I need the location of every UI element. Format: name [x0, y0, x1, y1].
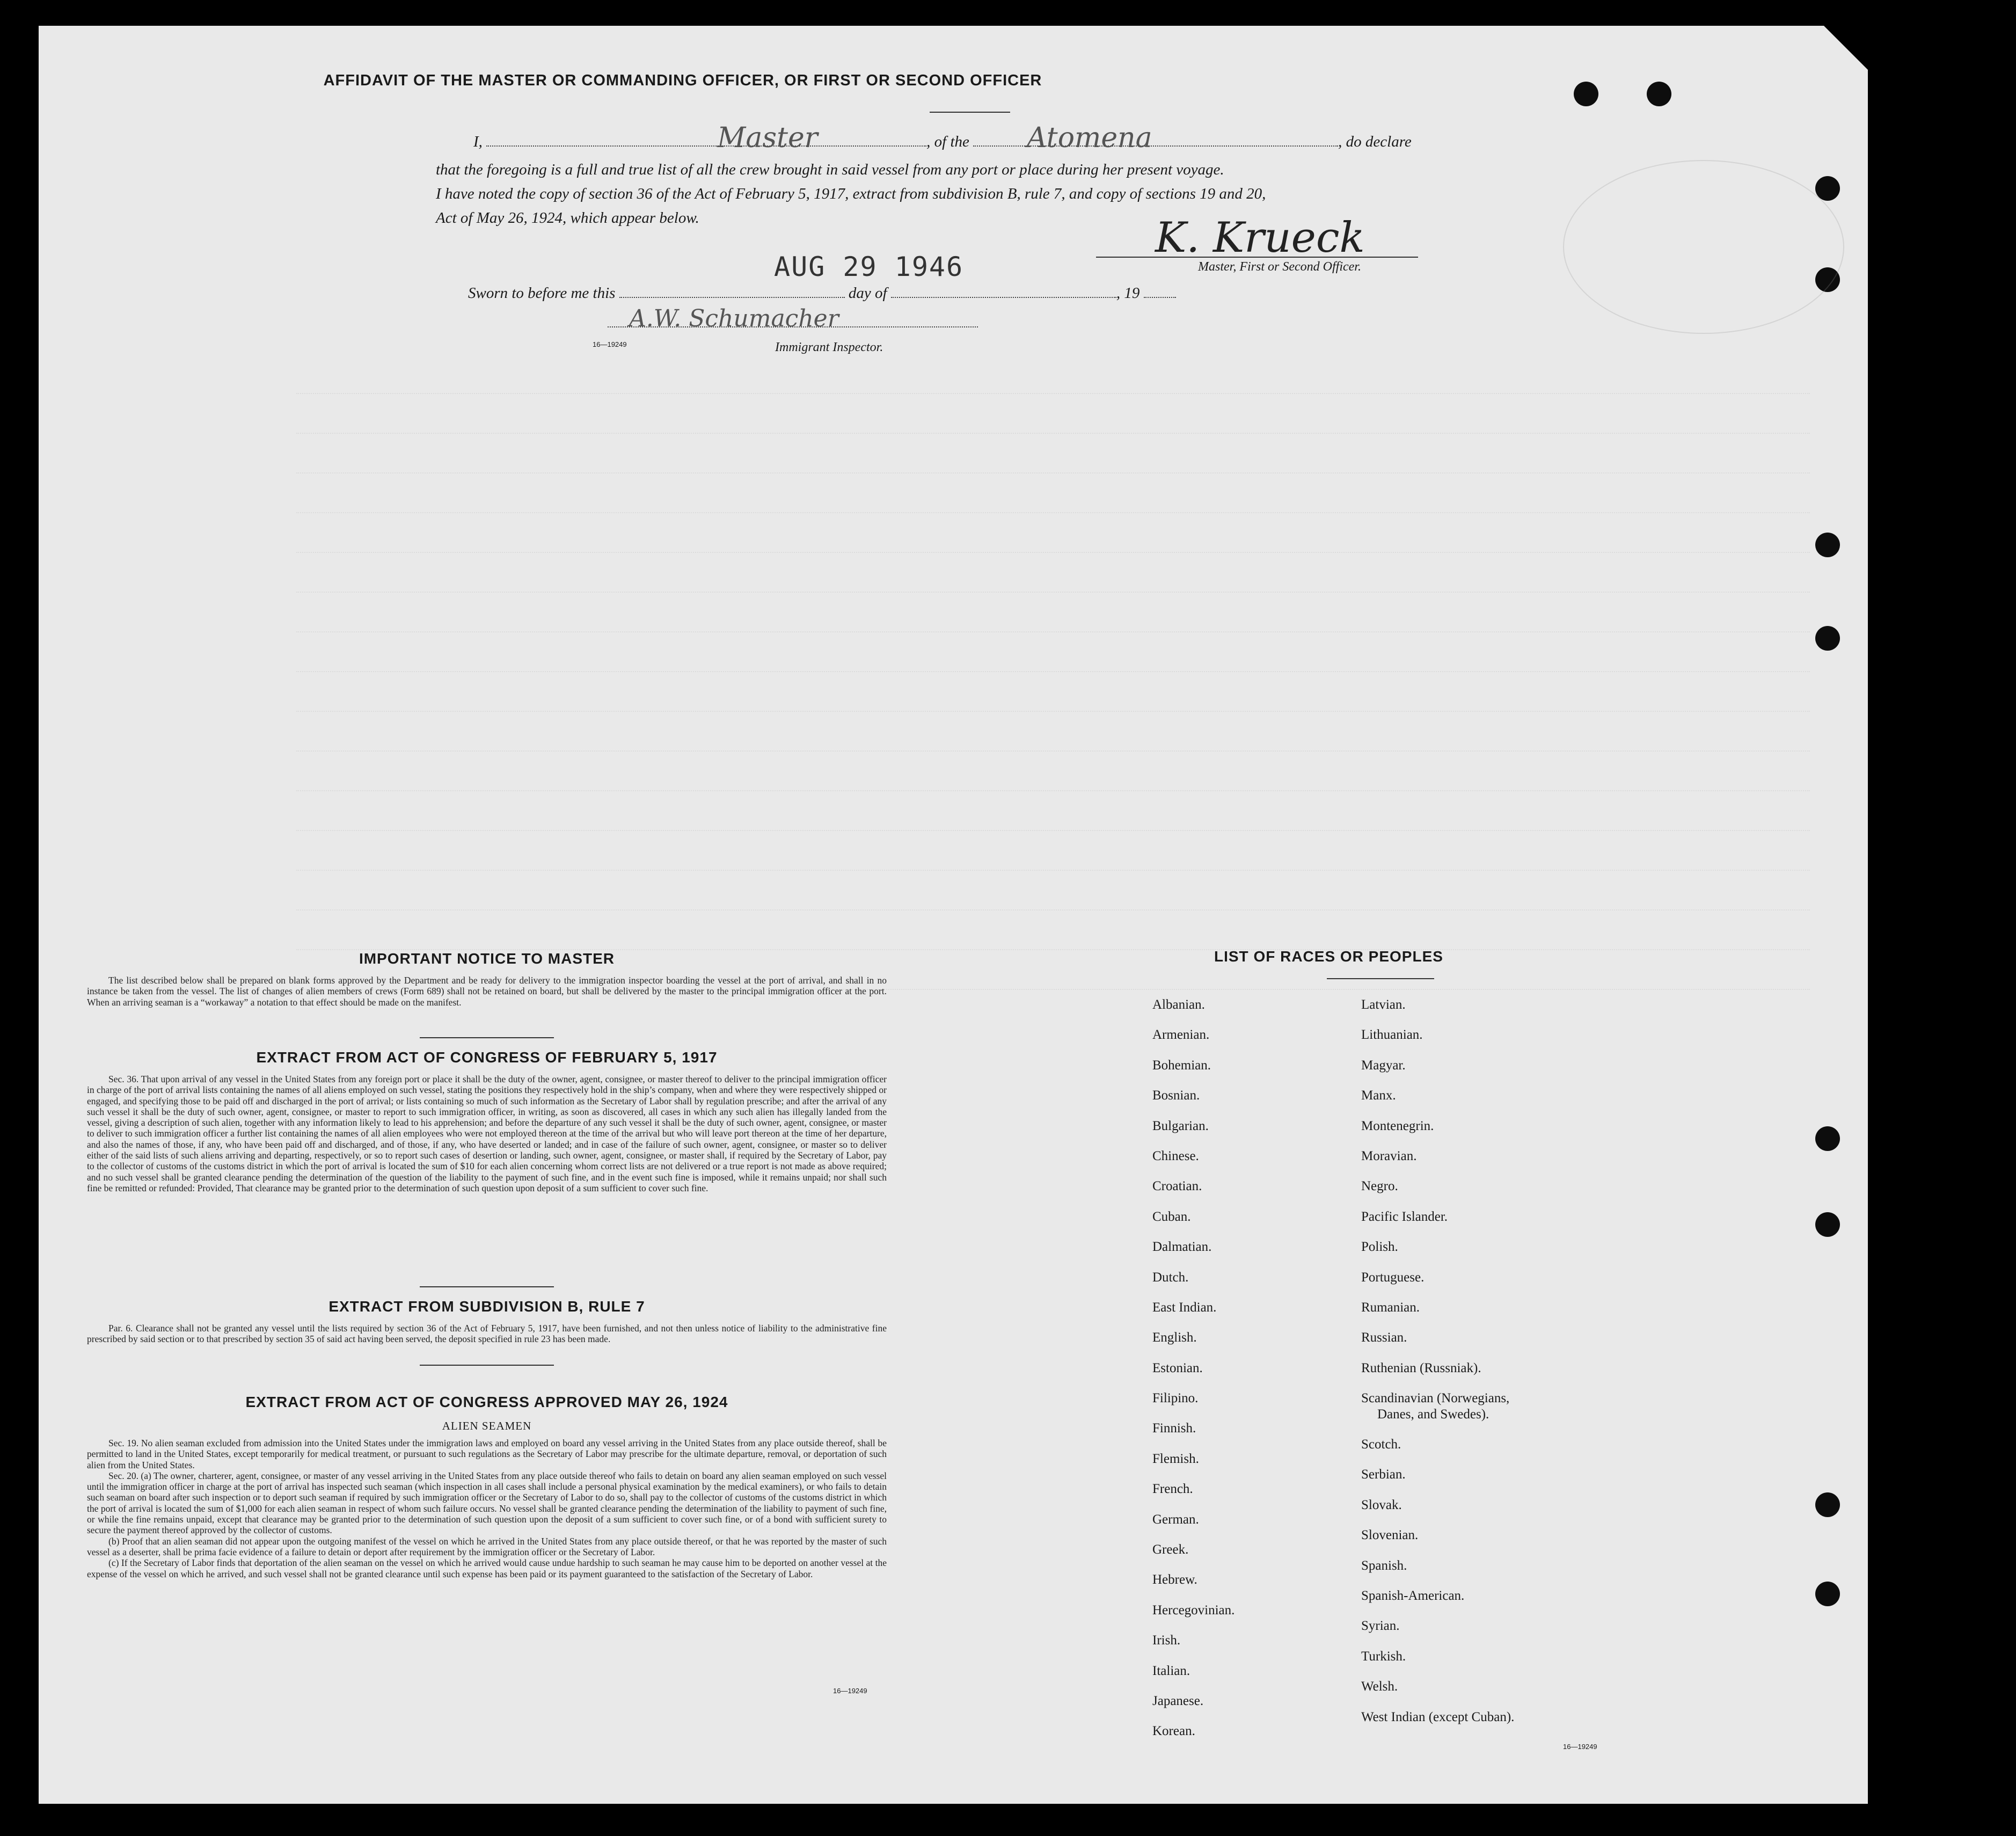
race-item: Syrian.	[1361, 1619, 1400, 1634]
race-item: Hebrew.	[1152, 1572, 1197, 1587]
race-item: Armenian.	[1152, 1028, 1210, 1043]
form-code-left: 16—19249	[833, 1687, 867, 1695]
race-item: Cuban.	[1152, 1209, 1191, 1224]
section-rule	[420, 1037, 554, 1038]
affidavit-line-4: Act of May 26, 1924, which appear below.	[436, 209, 699, 227]
extract-1924-title: EXTRACT FROM ACT OF CONGRESS APPROVED MAY 26, 1924	[245, 1394, 728, 1410]
document-page	[39, 26, 1868, 1804]
race-item: Flemish.	[1152, 1451, 1199, 1466]
affidavit-line-1	[473, 122, 1412, 154]
race-item: Italian.	[1152, 1663, 1190, 1678]
form-code-right: 16—19249	[1563, 1743, 1597, 1751]
master-name-field	[486, 122, 926, 154]
race-item: Serbian.	[1361, 1467, 1406, 1482]
punch-hole	[1574, 82, 1598, 106]
race-item: Moravian.	[1361, 1148, 1417, 1163]
race-item: Bohemian.	[1152, 1058, 1211, 1073]
vessel-handwriting: Atomena	[1027, 122, 1152, 154]
extract-1917-paragraph: Sec. 36. That upon arrival of any vessel in the United States from any foreign port or place it shall be the duty of the owner, agent, consignee, or master thereof to deliver to the principal immigration officer in charge of the port of arrival lists containing the names of all aliens employed on such vessel, stating the positions they respectively hold in the ship’s company, when and where they were respectively shipped or engaged, and specifying those to be paid off and discharged in the port of arrival; or lists containing so much of such information as the Secretary of Labor shall by regulation prescribe; and after the arrival of any such vessel it shall be the duty of such owner, agent, consignee, or master to report to such immigration officer, in writing, as soon as discovered, all cases in which any such alien has illegally landed from the vessel, giving a description of such alien, together with any information likely to lead to his apprehension; and before the departure of any such vessel it shall be the duty of such owner, agent, consignee, or master to deliver to such immigration officer a further list containing the names of all alien employees who were not employed thereon at the time of the arrival but who will leave port thereon at the time of her departure, and also the names of those, if any, who have been paid off and discharged, and of those, if any, who have deserted or landed; and in case of the failure of such owner, agent, consignee, or master so to deliver either of the said lists of such aliens arriving and departing, respectively, or so to report such cases of desertion or landing, such owner, agent, consignee, or master shall, if required by the Secretary of Labor, pay to the collector of customs of the customs district in which the port of arrival is located the sum of $10 for each alien concerning whom correct lists are not delivered or a true report is not made as above required; and no such vessel shall be granted clearance pending the determination of the question of the liability to the payment of such fine, and in the event such fine is imposed, while it remains unpaid; nor shall such fine be remitted or refunded: Provided, That clearance may be granted prior to the determination of such question upon deposit of a sum sufficient to cover such fine.	[87, 1074, 887, 1193]
punch-hole	[1647, 82, 1671, 106]
race-item: German.	[1152, 1512, 1199, 1527]
folded-corner	[1822, 24, 1870, 72]
punch-hole	[1815, 1582, 1840, 1606]
section-rule	[420, 1286, 554, 1287]
race-item: Croatian.	[1152, 1179, 1202, 1194]
race-item: East Indian.	[1152, 1300, 1217, 1315]
notice-paragraph: The list described below shall be prepared on blank forms approved by the Department and be ready for delivery to the immigration inspector boarding the vessel at the port of arrival, and shall in no instance be taken from the vessel. The list of changes of alien members of crews (Form 689) shall not be retained on board, but shall be delivered by the master to the principal immigration officer at the port. When an arriving seaman is a “workaway” a notation to that effect should be made on the manifest.	[87, 975, 887, 1008]
race-item: English.	[1152, 1330, 1197, 1345]
race-item: Lithuanian.	[1361, 1028, 1423, 1043]
year-prefix-text: , 19	[1116, 285, 1140, 302]
date-stamp: AUG 29 1946	[774, 251, 964, 282]
race-item: Montenegrin.	[1361, 1118, 1434, 1133]
race-item: Latvian.	[1361, 997, 1406, 1012]
master-signature: K. Krueck	[1155, 214, 1365, 262]
subdivision-b-title: EXTRACT FROM SUBDIVISION B, RULE 7	[328, 1298, 645, 1315]
race-item: Turkish.	[1361, 1649, 1406, 1664]
master-handwriting: Master	[717, 122, 818, 154]
race-item: Finnish.	[1152, 1421, 1196, 1436]
race-item: Danes, and Swedes).	[1377, 1407, 1489, 1422]
race-item: Pacific Islander.	[1361, 1209, 1448, 1224]
affidavit-line-3: I have noted the copy of section 36 of the Act of February 5, 1917, extract from subdivision B, rule 7, and copy of sections 19 and 20,	[436, 185, 1266, 202]
punch-hole	[1815, 533, 1840, 557]
race-item: Japanese.	[1152, 1693, 1204, 1708]
race-item: Bosnian.	[1152, 1088, 1200, 1103]
race-item: Spanish.	[1361, 1558, 1407, 1573]
punch-hole	[1815, 1492, 1840, 1517]
do-declare-text: , do declare	[1338, 133, 1412, 150]
affidavit-i: I,	[473, 133, 483, 150]
bleed-through-crew-list	[296, 375, 1810, 997]
races-title: LIST OF RACES OR PEOPLES	[1214, 948, 1443, 965]
race-item: Filipino.	[1152, 1391, 1199, 1406]
year-field	[1144, 297, 1176, 298]
race-item: Magyar.	[1361, 1058, 1406, 1073]
notice-title: IMPORTANT NOTICE TO MASTER	[359, 950, 615, 967]
races-column-2	[1361, 997, 1514, 1740]
inspector-label: Immigrant Inspector.	[775, 340, 883, 354]
race-item: Albanian.	[1152, 997, 1205, 1012]
race-item: Dalmatian.	[1152, 1240, 1212, 1255]
race-item: Slovak.	[1361, 1497, 1402, 1512]
race-item: Chinese.	[1152, 1148, 1199, 1163]
punch-hole	[1815, 1126, 1840, 1151]
race-item: Scandinavian (Norwegians,	[1361, 1391, 1510, 1406]
signature-line	[1096, 257, 1418, 258]
race-item: French.	[1152, 1482, 1193, 1497]
race-item: Ruthenian (Russniak).	[1361, 1360, 1481, 1375]
races-column-1	[1152, 997, 1235, 1754]
alien-seamen-subtitle: ALIEN SEAMEN	[442, 1419, 532, 1432]
race-item: Portuguese.	[1361, 1270, 1425, 1285]
sec-19-paragraph: Sec. 19. No alien seaman excluded from admission into the United States under the immigration laws and employed on board any vessel arriving in the United States from any place outside thereof, shall be permitted to land in the United States, except temporarily for medical treatment, or pursuant to such regulations as the Secretary of Labor may prescribe for the ultimate departure, removal, or deportation of such alien from the United States.	[87, 1438, 887, 1470]
race-item: Negro.	[1361, 1179, 1398, 1194]
race-item: West Indian (except Cuban).	[1361, 1709, 1515, 1724]
sworn-line	[468, 285, 1176, 302]
race-item: Rumanian.	[1361, 1300, 1420, 1315]
race-item: Bulgarian.	[1152, 1118, 1209, 1133]
race-item: Greek.	[1152, 1542, 1189, 1557]
punch-hole	[1815, 626, 1840, 651]
affidavit-line-2: that the foregoing is a full and true list of all the crew brought in said vessel from any port or place during her present voyage.	[436, 161, 1224, 178]
race-item: Hercegovinian.	[1152, 1602, 1235, 1618]
month-field	[891, 297, 1116, 298]
race-item: Welsh.	[1361, 1679, 1398, 1694]
sec-20a-paragraph: Sec. 20. (a) The owner, charterer, agent, consignee, or master of any vessel arriving in the United States from any place outside thereof who fails to detain on board any alien seaman employed on such vessel until the immigration officer in charge at the port of arrival has inspected such seaman (which inspection in all cases shall include a personal physical examination by the medical examiners), or who fails to detain such seaman on board after such inspection or to deport such seaman if required by such immigration officer or the Secretary of Labor to do so, shall pay to the collector of customs of the customs district in which the port of arrival is located the sum of $1,000 for each alien seaman in respect of whom such failure occurs. No vessel shall be granted clearance pending the determination of the liability to payment of such fine, or while the fine remains unpaid, except that clearance may be granted prior to the determination of such question upon the deposit of a sum sufficient to cover such fine, or of a bond with sufficient surety to secure the payment thereof approved by the collector of customs.	[87, 1470, 887, 1536]
title-rule	[930, 112, 1010, 113]
extract-1917-text	[87, 1074, 887, 1193]
embossed-seal	[1563, 160, 1844, 334]
race-item: Polish.	[1361, 1240, 1398, 1255]
sec-20c-paragraph: (c) If the Secretary of Labor finds that deportation of the alien seaman on the vessel on which he arrived would cause undue hardship to such seaman he may cause him to be deported on another vessel at the expense of the vessel on which he arrived, and such vessel shall not be granted clearance until such expense has been paid or its payment guaranteed to the satisfaction of the Secretary of Labor.	[87, 1557, 887, 1579]
race-item: Manx.	[1361, 1088, 1396, 1103]
inspector-handwriting: A.W. Schumacher	[629, 305, 839, 332]
extract-1924-text	[87, 1438, 887, 1579]
sworn-text: Sworn to before me this	[468, 285, 616, 302]
race-item: Dutch.	[1152, 1270, 1189, 1285]
day-field	[619, 297, 845, 298]
races-title-rule	[1327, 978, 1434, 979]
section-rule	[420, 1365, 554, 1366]
race-item: Spanish-American.	[1361, 1589, 1465, 1604]
sec-20b-paragraph: (b) Proof that an alien seaman did not appear upon the outgoing manifest of the vessel on which he arrived in the United States from any place outside thereof, or that he was reported by the master of such vessel as a deserter, shall be prima facie evidence of a failure to detain or deport after requirement by the immigration officer or the Secretary of Labor.	[87, 1535, 887, 1557]
race-item: Irish.	[1152, 1633, 1181, 1648]
subdivision-b-text	[87, 1323, 887, 1345]
of-the-text: , of the	[926, 133, 969, 150]
subdivision-b-paragraph: Par. 6. Clearance shall not be granted any vessel until the lists required by section 36 of the Act of February 5, 1917, have been furnished, and not then unless notice of liability to the administrative fine prescribed by said section or to that prescribed by section 35 of said act having been served, the deposit specified in rule 23 has been made.	[87, 1323, 887, 1345]
affidavit-title: AFFIDAVIT OF THE MASTER OR COMMANDING OFFICER, OR FIRST OR SECOND OFFICER	[323, 72, 1042, 89]
day-of-text: day of	[848, 285, 887, 302]
race-item: Russian.	[1361, 1330, 1407, 1345]
inspector-signature-field	[608, 305, 978, 332]
notice-text	[87, 975, 887, 1008]
form-code-top: 16—19249	[593, 340, 627, 348]
race-item: Estonian.	[1152, 1360, 1203, 1375]
race-item: Korean.	[1152, 1724, 1195, 1739]
punch-hole	[1815, 1212, 1840, 1237]
vessel-name-field	[973, 122, 1338, 154]
race-item: Slovenian.	[1361, 1528, 1419, 1543]
signature-label: Master, First or Second Officer.	[1198, 260, 1361, 274]
race-item: Scotch.	[1361, 1437, 1401, 1452]
extract-1917-title: EXTRACT FROM ACT OF CONGRESS OF FEBRUARY 5, 1917	[256, 1049, 718, 1066]
